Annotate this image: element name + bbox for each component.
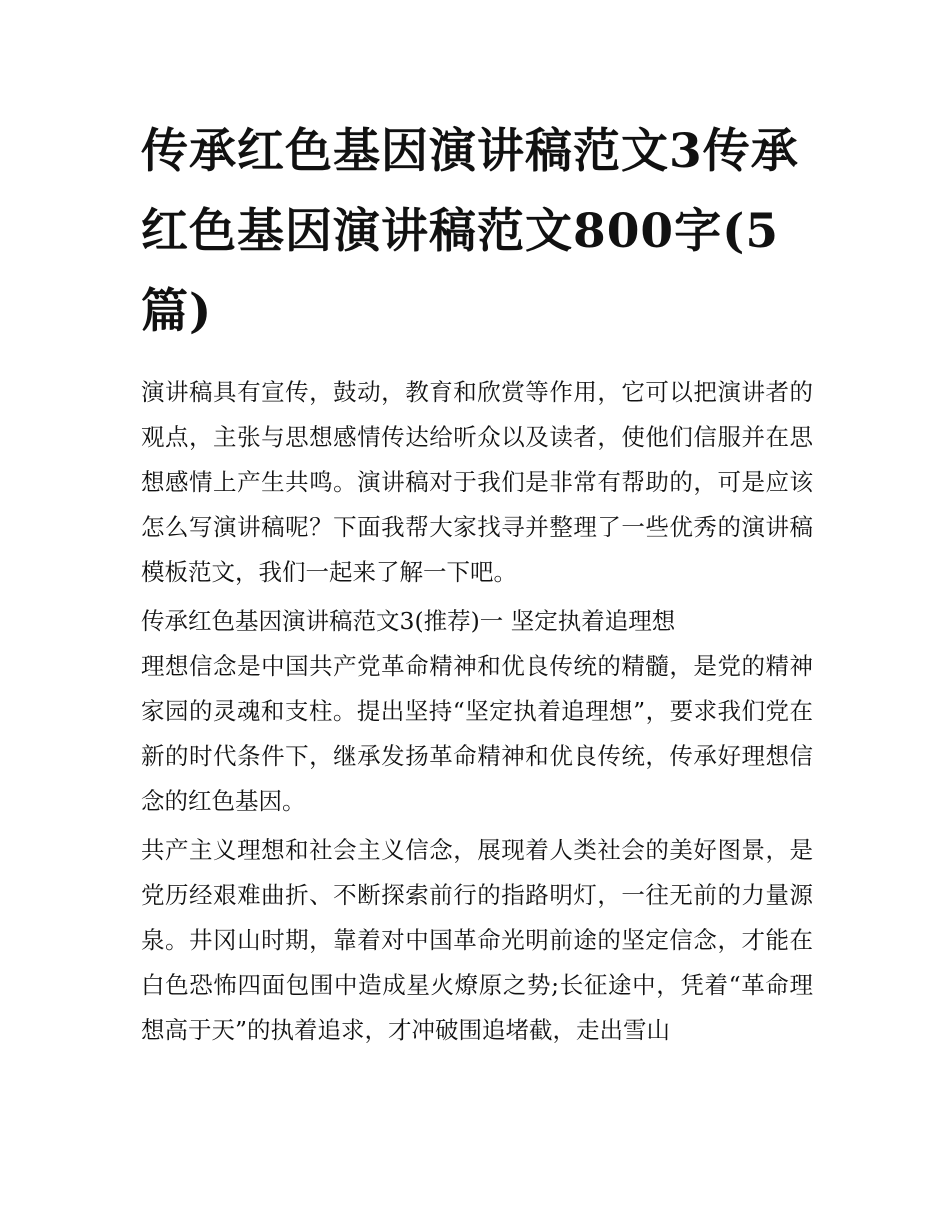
body-paragraph: 理想信念是中国共产党革命精神和优良传统的精髓，是党的精神家园的灵魂和支柱。提出坚持“坚定执着追理想”，要求我们党在新的时代条件下，继承发扬革命精神和优良传统，传承好理想信念的红色基因。 xyxy=(141,652,813,815)
section-heading: 传承红色基因演讲稿范文3(推荐)一 坚定执着追理想 xyxy=(141,607,676,635)
intro-paragraph: 演讲稿具有宣传，鼓动，教育和欣赏等作用，它可以把演讲者的观点，主张与思想感情传达给听众以及读者，使他们信服并在思想感情上产生共鸣。演讲稿对于我们是非常有帮助的，可是应该怎么写演讲稿呢？下面我帮大家找寻并整理了一些优秀的演讲稿模板范文，我们一起来了解一下吧。 xyxy=(141,378,813,586)
document-body xyxy=(141,112,813,1053)
body-paragraph: 共产主义理想和社会主义信念，展现着人类社会的美好图景，是党历经艰难曲折、不断探索前行的指路明灯，一往无前的力量源泉。井冈山时期，靠着对中国革命光明前途的坚定信念，才能在白色恐怖四面包围中造成星火燎原之势;长征途中，凭着“革命理想高于天”的执着追求，才冲破围追堵截，走出雪山 xyxy=(141,836,813,1044)
document-title: 传承红色基因演讲稿范文3传承红色基因演讲稿范文800字(5篇) xyxy=(141,124,799,339)
